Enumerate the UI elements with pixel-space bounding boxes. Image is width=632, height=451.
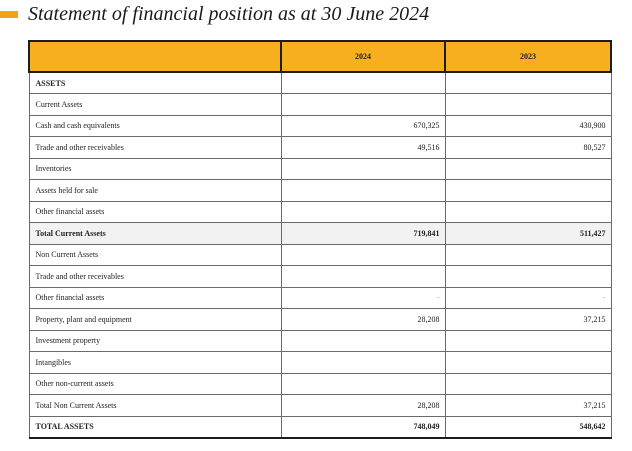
table-header-row <box>29 41 611 72</box>
row-label: Current Assets <box>29 94 281 116</box>
header-2024: 2024 <box>281 41 445 72</box>
table-row <box>29 180 611 202</box>
table-row <box>29 115 611 137</box>
value-2023 <box>445 201 611 223</box>
value-2024: 28,208 <box>281 309 445 331</box>
value-2023: 37,215 <box>445 395 611 417</box>
value-2024: 670,325 <box>281 115 445 137</box>
row-label: Total Current Assets <box>29 223 281 245</box>
table-row <box>29 94 611 116</box>
header-2023: 2023 <box>445 41 611 72</box>
value-2023 <box>445 352 611 374</box>
table-row <box>29 137 611 159</box>
table-row <box>29 266 611 288</box>
value-2023 <box>445 94 611 116</box>
row-label: Other financial assets <box>29 287 281 309</box>
value-2024 <box>281 330 445 352</box>
value-2024 <box>281 94 445 116</box>
value-2023 <box>445 373 611 395</box>
value-2024 <box>281 373 445 395</box>
page-title: Statement of financial position as at 30 June 2024 <box>28 3 430 25</box>
total-row-total-assets <box>29 416 611 438</box>
value-2023: 548,642 <box>445 416 611 438</box>
table-row <box>29 158 611 180</box>
header-label-column <box>29 41 281 72</box>
total-row-current-assets <box>29 223 611 245</box>
value-2024: 28,208 <box>281 395 445 417</box>
table-row <box>29 244 611 266</box>
table-row <box>29 330 611 352</box>
table-row <box>29 201 611 223</box>
financial-position-table <box>28 40 612 439</box>
row-label: Property, plant and equipment <box>29 309 281 331</box>
row-label: Other financial assets <box>29 201 281 223</box>
value-2023 <box>445 244 611 266</box>
value-2023 <box>445 266 611 288</box>
value-2024: 719,841 <box>281 223 445 245</box>
value-2023: 37,215 <box>445 309 611 331</box>
value-2023: 80,527 <box>445 137 611 159</box>
row-label: Trade and other receivables <box>29 137 281 159</box>
value-2024: - <box>281 287 445 309</box>
value-2023 <box>445 158 611 180</box>
row-label: TOTAL ASSETS <box>29 416 281 438</box>
row-label: Inventories <box>29 158 281 180</box>
value-2024 <box>281 180 445 202</box>
table-row <box>29 287 611 309</box>
row-label: Other non-current assets <box>29 373 281 395</box>
value-2024 <box>281 352 445 374</box>
value-2024 <box>281 201 445 223</box>
value-2023 <box>445 330 611 352</box>
row-label: Intangibles <box>29 352 281 374</box>
table-row <box>29 373 611 395</box>
value-2023 <box>445 72 611 94</box>
value-2023: - <box>445 287 611 309</box>
value-2023: 430,900 <box>445 115 611 137</box>
title-accent-bar <box>0 11 18 18</box>
value-2023 <box>445 180 611 202</box>
value-2024 <box>281 244 445 266</box>
value-2024 <box>281 158 445 180</box>
row-label: Cash and cash equivalents <box>29 115 281 137</box>
table-row <box>29 352 611 374</box>
value-2023: 511,427 <box>445 223 611 245</box>
row-label: Investment property <box>29 330 281 352</box>
value-2024: 49,516 <box>281 137 445 159</box>
value-2024: 748,049 <box>281 416 445 438</box>
value-2024 <box>281 72 445 94</box>
row-label: Non Current Assets <box>29 244 281 266</box>
table-row <box>29 309 611 331</box>
row-label: Assets held for sale <box>29 180 281 202</box>
row-label: Trade and other receivables <box>29 266 281 288</box>
section-row-assets <box>29 72 611 94</box>
table-row <box>29 395 611 417</box>
value-2024 <box>281 266 445 288</box>
row-label: ASSETS <box>29 72 281 94</box>
row-label: Total Non Current Assets <box>29 395 281 417</box>
